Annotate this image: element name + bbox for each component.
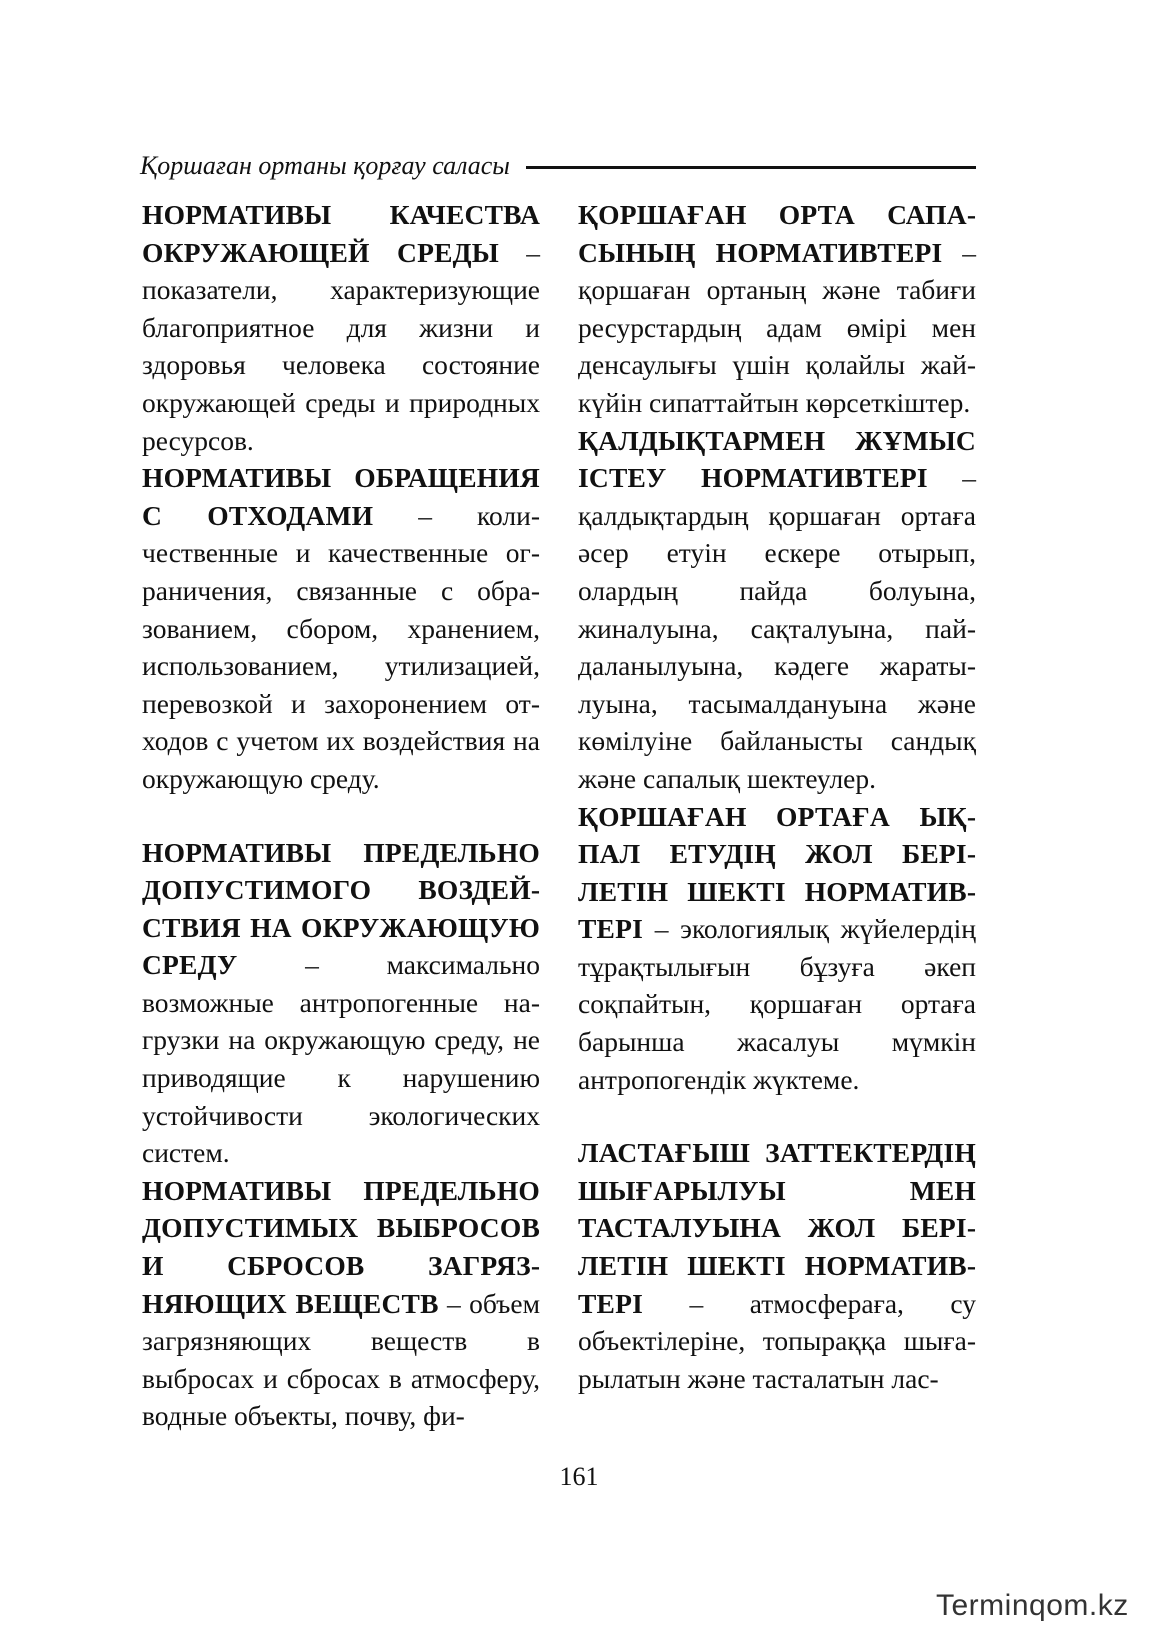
entry-spacer [578,1098,976,1134]
entry-definition: – қоршаған ортаның және табиғи ресурстардың адам өмірі мен денсаулығы үшін қолайлы жай-күйін сипаттайтын көрсеткіштер. [578,236,976,418]
entry-definition: – показатели, характеризующие благоприятное для жизни и здоровья человека состояние окружающей среды и природных ресурсов. [142,236,540,456]
entry-term: ҚОРШАҒАН ОРТА САПАСЫНЫҢ НОРМАТИВТЕРІ [578,199,976,268]
logo-text: Terminqom.kz [936,1589,1129,1622]
entry-term: НОРМАТИВЫ КАЧЕСТВА ОКРУЖАЮЩЕЙ СРЕДЫ [142,199,540,268]
entry-term: ҚАЛДЫҚТАРМЕН ЖҰМЫС ІСТЕУ НОРМАТИВТЕРІ [578,424,976,494]
glossary-entry [578,422,976,798]
glossary-entry [578,798,976,1099]
right-column [578,196,976,1397]
entry-term: ҚОРШАҒАН ОРТАҒА ЫҚПАЛ ЕТУДІҢ ЖОЛ БЕРІЛЕТІН ШЕКТІ НОРМАТИВТЕРІ [578,800,976,945]
entry-definition: – атмосфераға, су объектілеріне, топыраққа шығарылатын және тасталатын лас- [578,1287,976,1394]
running-head [140,146,976,186]
entry-definition: – қалдықтардың қоршаған ортаға әсер етуін ескере отырып, олардың пайда болуына, жиналуына, сақталуына, пайдаланылуына, кәдеге жаратылуына, тасымалдануына және көмілуіне байланысты сандық және сапалық шектеулер. [578,462,976,794]
entry-definition: – максимально возможные антропогенные нагрузки на окружающую среду, не приводящие к нарушению устойчивости экологических систем. [142,949,540,1169]
glossary-entry [142,834,540,1172]
left-column [142,196,540,1435]
glossary-entry [578,1134,976,1397]
glossary-entry [142,196,540,459]
entry-term: ЛАСТАҒЫШ ЗАТТЕКТЕРДІҢ ШЫҒАРЫЛУЫ МЕН ТАСТАЛУЫНА ЖОЛ БЕРІЛЕТІН ШЕКТІ НОРМАТИВТЕРІ [578,1137,976,1319]
page-number: 161 [559,1462,599,1491]
watermark-logo [936,1586,1129,1626]
entry-term: НОРМАТИВЫ ПРЕДЕЛЬНО ДОПУСТИМОГО ВОЗДЕЙСТВИЯ НА ОКРУЖАЮЩУЮ СРЕДУ [142,836,540,981]
glossary-entry [578,196,976,422]
glossary-entry [142,1172,540,1435]
entry-term: НОРМАТИВЫ ПРЕДЕЛЬНО ДОПУСТИМЫХ ВЫБРОСОВ И СБРОСОВ ЗАГРЯЗНЯЮЩИХ ВЕЩЕСТВ [142,1174,540,1319]
entry-spacer [142,798,540,834]
header-rule [526,166,976,169]
entry-definition: – экологиялық жүйелердің тұрақтылығын бұзуға әкеп соқпайтын, қоршаған ортаға барынша жасалуы мүмкін антропогендік жүктеме. [578,913,976,1095]
glossary-entry [142,459,540,797]
entry-definition: – объем загрязняющих веществ в выбросах и сбросах в атмосферу, водные объекты, почву, фи- [142,1287,540,1432]
running-title: Қоршаған ортаны қорғау саласы [140,151,510,180]
entry-term: НОРМАТИВЫ ОБРАЩЕНИЯ С ОТХОДАМИ [142,462,540,531]
entry-definition: – количественные и качественные ограничения, связанные с образованием, сбором, хранением, использованием, утилизацией, перевозкой и захоронением отходов с учетом их воздействия на окружающую среду. [142,499,540,794]
